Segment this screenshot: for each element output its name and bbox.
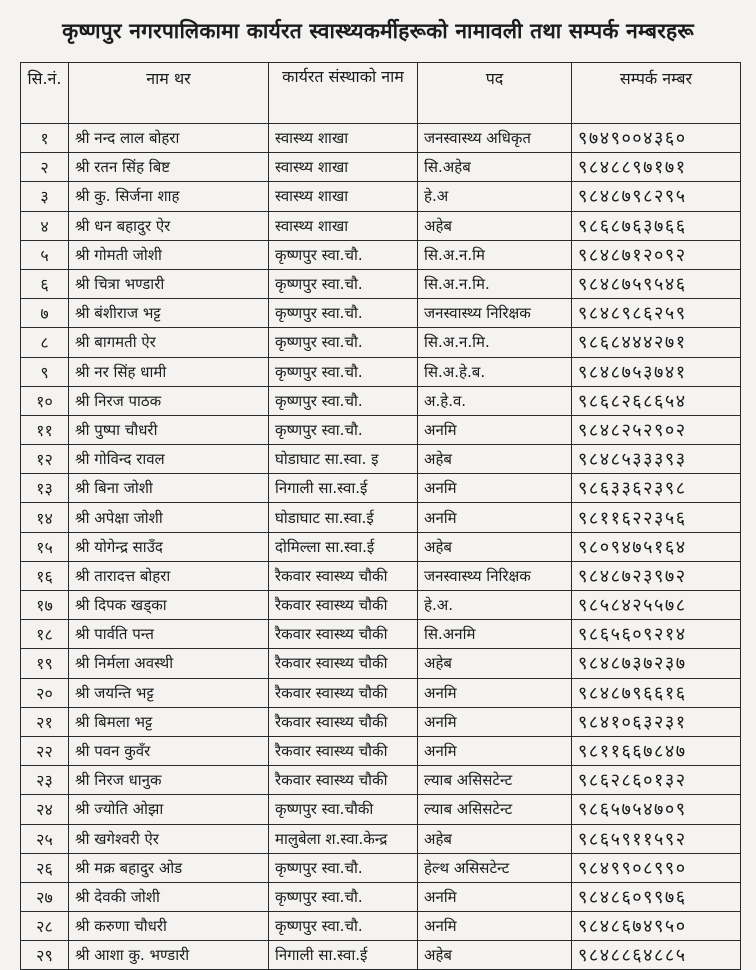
cell-phone: ९८६८४४४२७१ xyxy=(572,328,741,357)
cell-name: श्री खगेश्वरी ऐर xyxy=(69,824,269,853)
cell-serial: १२ xyxy=(21,445,69,474)
cell-organization: निगाली सा.स्वा.ई xyxy=(269,941,418,970)
cell-serial: २८ xyxy=(21,912,69,941)
cell-post: अनमि xyxy=(418,736,572,765)
cell-organization: कृष्णपुर स्वा.चौ. xyxy=(269,357,418,386)
cell-phone: ९८६८२६८६५४ xyxy=(572,386,741,415)
table-row xyxy=(21,503,741,532)
cell-post: अनमि xyxy=(418,415,572,444)
cell-post: सि.अनमि xyxy=(418,620,572,649)
cell-post: अहेब xyxy=(418,649,572,678)
cell-phone: ९८५८४२५५७८ xyxy=(572,591,741,620)
cell-serial: १० xyxy=(21,386,69,415)
cell-phone: ९८६२८६०१३२ xyxy=(572,766,741,795)
cell-serial: १४ xyxy=(21,503,69,532)
cell-phone: ९८६५९११५९२ xyxy=(572,824,741,853)
cell-post: अहेब xyxy=(418,532,572,561)
cell-serial: १ xyxy=(21,124,69,153)
cell-phone: ९८४८७१२०९२ xyxy=(572,240,741,269)
cell-serial: ४ xyxy=(21,211,69,240)
header-post: पद xyxy=(418,63,572,124)
table-row xyxy=(21,853,741,882)
cell-serial: ९ xyxy=(21,357,69,386)
cell-organization: कृष्णपुर स्वा.चौ. xyxy=(269,415,418,444)
cell-serial: २१ xyxy=(21,707,69,736)
cell-post: सि.अहेब xyxy=(418,153,572,182)
cell-serial: १९ xyxy=(21,649,69,678)
cell-phone: ९८४८७५९५४६ xyxy=(572,269,741,298)
cell-phone: ९८४९९०८९९० xyxy=(572,853,741,882)
cell-name: श्री नन्द लाल बोहरा xyxy=(69,124,269,153)
header-phone: सम्पर्क नम्बर xyxy=(572,63,741,124)
cell-name: श्री पुष्पा चौधरी xyxy=(69,415,269,444)
cell-phone: ९८४८७९६६१६ xyxy=(572,678,741,707)
table-body xyxy=(21,124,741,970)
cell-post: सि.अ.न.मि xyxy=(418,240,572,269)
cell-serial: १३ xyxy=(21,474,69,503)
cell-organization: कृष्णपुर स्वा.चौ. xyxy=(269,328,418,357)
cell-post: अनमि xyxy=(418,503,572,532)
cell-phone: ९८४८५३३३९३ xyxy=(572,445,741,474)
cell-phone: ९८११६२२३५६ xyxy=(572,503,741,532)
cell-phone: ९८४८६०९९७६ xyxy=(572,882,741,911)
cell-serial: २२ xyxy=(21,736,69,765)
cell-organization: घोडाघाट सा.स्वा.ई xyxy=(269,503,418,532)
cell-name: श्री गोमती जोशी xyxy=(69,240,269,269)
table-row xyxy=(21,620,741,649)
header-organization: कार्यरत संस्थाको नाम xyxy=(269,63,418,124)
cell-organization: स्वास्थ्य शाखा xyxy=(269,153,418,182)
cell-phone: ९८४८६७४९५० xyxy=(572,912,741,941)
cell-post: हे.अ xyxy=(418,182,572,211)
cell-phone: ९८४८२५२९०२ xyxy=(572,415,741,444)
cell-phone: ९८६३३६२३९८ xyxy=(572,474,741,503)
cell-serial: ७ xyxy=(21,299,69,328)
cell-organization: स्वास्थ्य शाखा xyxy=(269,124,418,153)
cell-post: सि.अ.न.मि. xyxy=(418,269,572,298)
table-row xyxy=(21,591,741,620)
cell-post: ल्याब असिसटेन्ट xyxy=(418,795,572,824)
cell-serial: ११ xyxy=(21,415,69,444)
cell-name: श्री जयन्ति भट्ट xyxy=(69,678,269,707)
cell-serial: ३ xyxy=(21,182,69,211)
cell-post: हे.अ. xyxy=(418,591,572,620)
cell-phone: ९८४८७२३९७२ xyxy=(572,561,741,590)
cell-post: अनमि xyxy=(418,474,572,503)
table-row xyxy=(21,211,741,240)
cell-post: अनमि xyxy=(418,678,572,707)
cell-organization: रैकवार स्वास्थ्य चौकी xyxy=(269,707,418,736)
cell-phone: ९८४८९८६२५९ xyxy=(572,299,741,328)
cell-serial: २७ xyxy=(21,882,69,911)
cell-post: जनस्वास्थ्य निरिक्षक xyxy=(418,299,572,328)
cell-serial: ८ xyxy=(21,328,69,357)
cell-phone: ९७४९००४३६० xyxy=(572,124,741,153)
table-row xyxy=(21,240,741,269)
cell-post: जनस्वास्थ्य निरिक्षक xyxy=(418,561,572,590)
table-row xyxy=(21,445,741,474)
cell-serial: ६ xyxy=(21,269,69,298)
cell-organization: कृष्णपुर स्वा.चौ. xyxy=(269,299,418,328)
cell-organization: कृष्णपुर स्वा.चौकी xyxy=(269,795,418,824)
cell-serial: २३ xyxy=(21,766,69,795)
cell-organization: रैकवार स्वास्थ्य चौकी xyxy=(269,620,418,649)
table-row xyxy=(21,678,741,707)
table-row xyxy=(21,532,741,561)
cell-post: अनमि xyxy=(418,882,572,911)
cell-serial: २५ xyxy=(21,824,69,853)
cell-name: श्री बिमला भट्ट xyxy=(69,707,269,736)
table-row xyxy=(21,124,741,153)
cell-name: श्री आशा कु. भण्डारी xyxy=(69,941,269,970)
page-title: कृष्णपुर नगरपालिकामा कार्यरत स्वास्थ्यकर्मीहरूको नामावली तथा सम्पर्क नम्बरहरू xyxy=(62,19,694,43)
cell-post: सि.अ.न.मि. xyxy=(418,328,572,357)
cell-name: श्री तारादत्त बोहरा xyxy=(69,561,269,590)
cell-phone: ९८४८७५३७४१ xyxy=(572,357,741,386)
cell-name: श्री चित्रा भण्डारी xyxy=(69,269,269,298)
cell-post: अ.हे.व. xyxy=(418,386,572,415)
cell-name: श्री निर्मला अवस्थी xyxy=(69,649,269,678)
cell-organization: रैकवार स्वास्थ्य चौकी xyxy=(269,736,418,765)
cell-name: श्री ज्योति ओझा xyxy=(69,795,269,824)
cell-phone: ९८४८८६४८८५ xyxy=(572,941,741,970)
header-row xyxy=(21,63,741,124)
table-row xyxy=(21,415,741,444)
cell-organization: घोडाघाट सा.स्वा. इ xyxy=(269,445,418,474)
table-row xyxy=(21,328,741,357)
cell-post: ल्याब असिसटेन्ट xyxy=(418,766,572,795)
cell-phone: ९८०९४७५१६४ xyxy=(572,532,741,561)
cell-phone: ९८६५७५४७०९ xyxy=(572,795,741,824)
table-row xyxy=(21,357,741,386)
cell-organization: निगाली सा.स्वा.ई xyxy=(269,474,418,503)
header-name: नाम थर xyxy=(69,63,269,124)
cell-name: श्री नर सिंह धामी xyxy=(69,357,269,386)
cell-post: अहेब xyxy=(418,941,572,970)
cell-name: श्री पार्वति पन्त xyxy=(69,620,269,649)
table-row xyxy=(21,649,741,678)
cell-organization: स्वास्थ्य शाखा xyxy=(269,211,418,240)
table-row xyxy=(21,269,741,298)
cell-serial: १७ xyxy=(21,591,69,620)
cell-phone: ९८४१०६३२३१ xyxy=(572,707,741,736)
cell-phone: ९८११६६७८४७ xyxy=(572,736,741,765)
cell-serial: २९ xyxy=(21,941,69,970)
table-row xyxy=(21,766,741,795)
table-row xyxy=(21,795,741,824)
cell-name: श्री मक्र बहादुर ओड xyxy=(69,853,269,882)
cell-name: श्री निरज पाठक xyxy=(69,386,269,415)
cell-organization: कृष्णपुर स्वा.चौ. xyxy=(269,240,418,269)
cell-organization: कृष्णपुर स्वा.चौ. xyxy=(269,386,418,415)
table-row xyxy=(21,882,741,911)
cell-serial: २० xyxy=(21,678,69,707)
cell-name: श्री बंशीराज भट्ट xyxy=(69,299,269,328)
cell-post: अहेब xyxy=(418,445,572,474)
table-row xyxy=(21,153,741,182)
cell-post: सि.अ.हे.ब. xyxy=(418,357,572,386)
cell-organization: रैकवार स्वास्थ्य चौकी xyxy=(269,766,418,795)
cell-name: श्री बागमती ऐर xyxy=(69,328,269,357)
cell-post: जनस्वास्थ्य अधिकृत xyxy=(418,124,572,153)
cell-name: श्री बिना जोशी xyxy=(69,474,269,503)
cell-phone: ९८४८८९७१७१ xyxy=(572,153,741,182)
cell-organization: कृष्णपुर स्वा.चौ. xyxy=(269,882,418,911)
cell-organization: रैकवार स्वास्थ्य चौकी xyxy=(269,591,418,620)
table-row xyxy=(21,824,741,853)
cell-serial: २ xyxy=(21,153,69,182)
table-row xyxy=(21,736,741,765)
cell-organization: रैकवार स्वास्थ्य चौकी xyxy=(269,678,418,707)
cell-serial: १६ xyxy=(21,561,69,590)
table-row xyxy=(21,707,741,736)
table-row xyxy=(21,941,741,970)
cell-name: श्री योगेन्द्र साउँद xyxy=(69,532,269,561)
cell-serial: २६ xyxy=(21,853,69,882)
cell-phone: ९८६५६०९२१४ xyxy=(572,620,741,649)
cell-name: श्री रतन सिंह बिष्ट xyxy=(69,153,269,182)
cell-organization: दोमिल्ला सा.स्वा.ई xyxy=(269,532,418,561)
cell-name: श्री पवन कुवँर xyxy=(69,736,269,765)
cell-serial: ५ xyxy=(21,240,69,269)
cell-post: हेल्थ असिसटेन्ट xyxy=(418,853,572,882)
cell-serial: १५ xyxy=(21,532,69,561)
cell-post: अहेब xyxy=(418,211,572,240)
cell-serial: २४ xyxy=(21,795,69,824)
cell-name: श्री दिपक खड्का xyxy=(69,591,269,620)
cell-serial: १८ xyxy=(21,620,69,649)
cell-organization: रैकवार स्वास्थ्य चौकी xyxy=(269,649,418,678)
table-row xyxy=(21,299,741,328)
cell-name: श्री गोविन्द रावल xyxy=(69,445,269,474)
cell-name: श्री देवकी जोशी xyxy=(69,882,269,911)
cell-organization: स्वास्थ्य शाखा xyxy=(269,182,418,211)
cell-organization: कृष्णपुर स्वा.चौ. xyxy=(269,269,418,298)
staff-table xyxy=(20,62,741,970)
table-row xyxy=(21,561,741,590)
cell-phone: ९८४८७३७२३७ xyxy=(572,649,741,678)
table-row xyxy=(21,182,741,211)
cell-organization: मालुबेला श.स्वा.केन्द्र xyxy=(269,824,418,853)
cell-name: श्री निरज धानुक xyxy=(69,766,269,795)
table-row xyxy=(21,912,741,941)
cell-organization: कृष्णपुर स्वा.चौ. xyxy=(269,912,418,941)
cell-phone: ९८४८७९८२९५ xyxy=(572,182,741,211)
header-serial: सि.नं. xyxy=(21,63,69,124)
table-row xyxy=(21,386,741,415)
cell-name: श्री करुणा चौधरी xyxy=(69,912,269,941)
cell-phone: ९८६८७६३७६६ xyxy=(572,211,741,240)
cell-name: श्री अपेक्षा जोशी xyxy=(69,503,269,532)
cell-organization: कृष्णपुर स्वा.चौ. xyxy=(269,853,418,882)
cell-name: श्री कु. सिर्जना शाह xyxy=(69,182,269,211)
cell-name: श्री धन बहादुर ऐर xyxy=(69,211,269,240)
table-row xyxy=(21,474,741,503)
cell-organization: रैकवार स्वास्थ्य चौकी xyxy=(269,561,418,590)
cell-post: अहेब xyxy=(418,824,572,853)
cell-post: अनमि xyxy=(418,912,572,941)
cell-post: अनमि xyxy=(418,707,572,736)
